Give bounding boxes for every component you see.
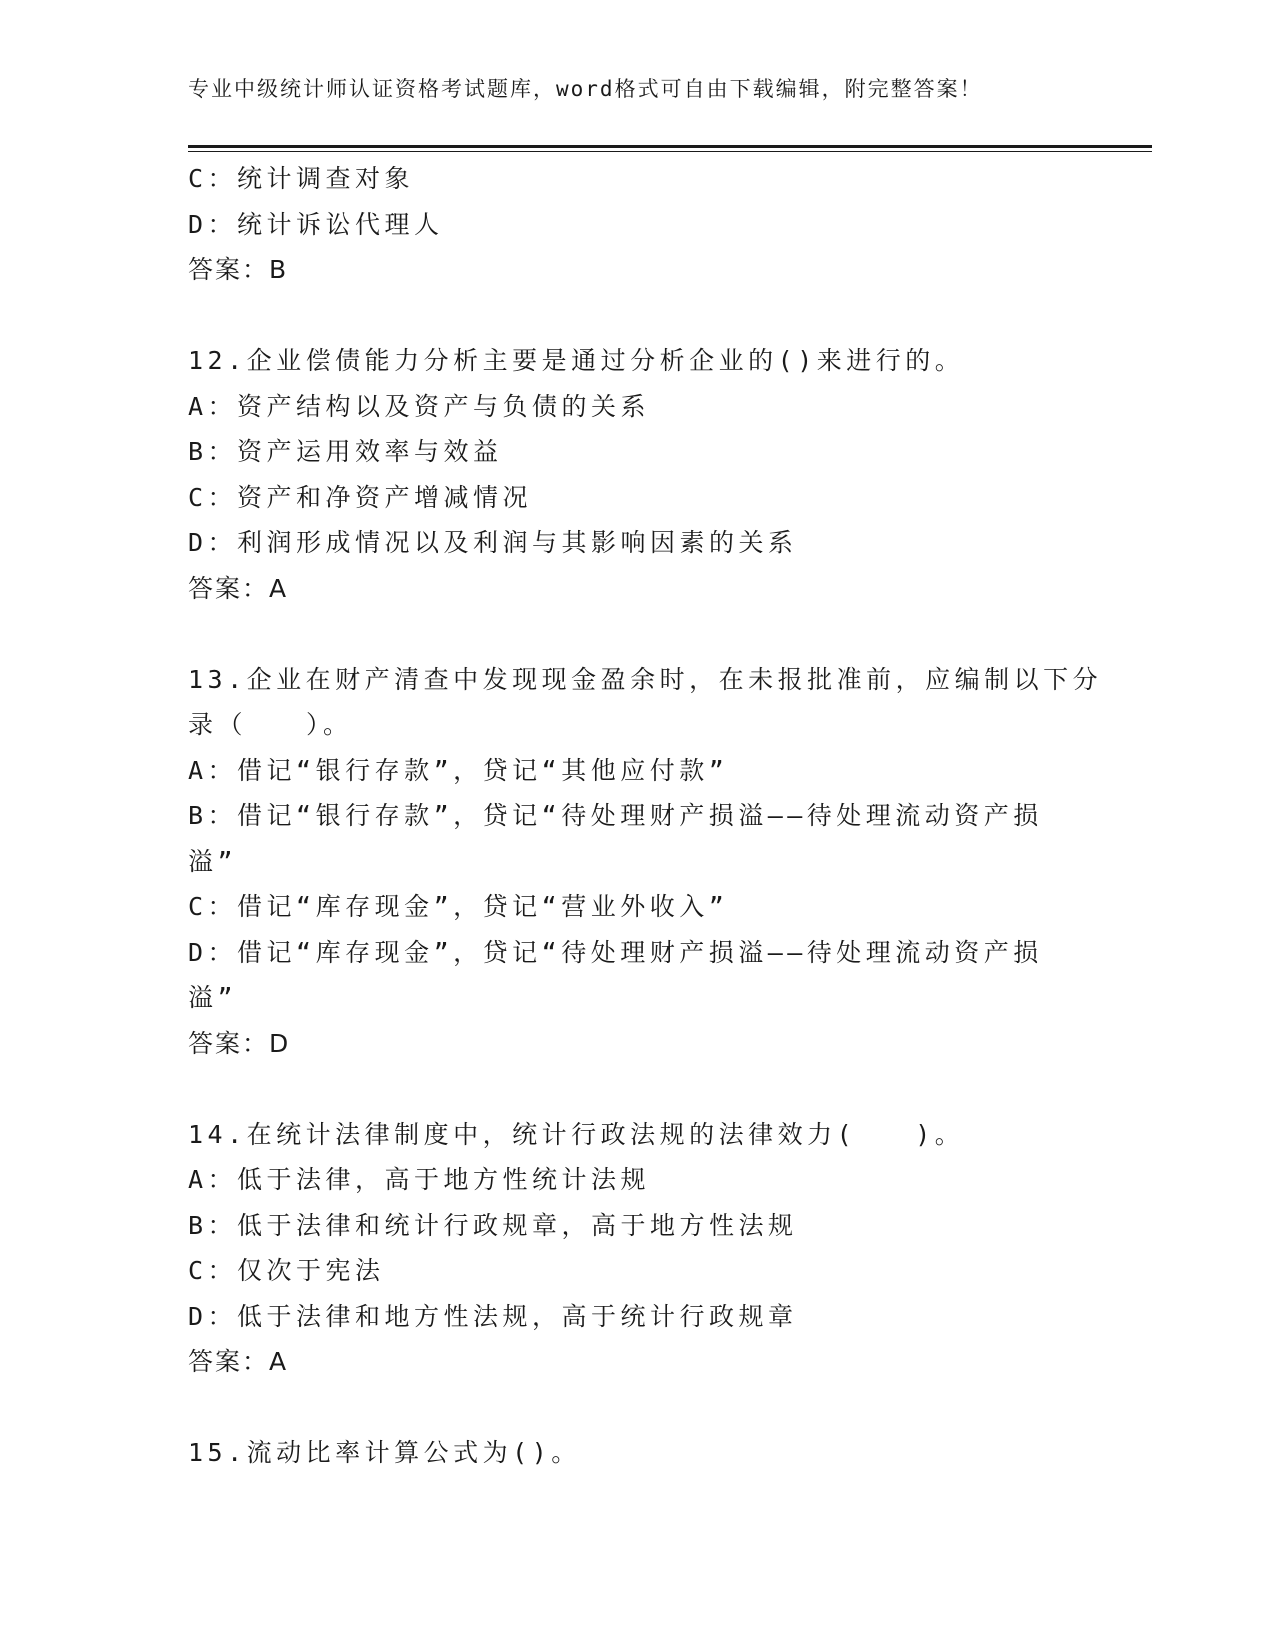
- question-stem-cont: 录（ ）。: [188, 710, 353, 739]
- question-block-13: [188, 657, 1108, 1067]
- answer-line: 答案：B: [188, 255, 289, 284]
- page-header: 专业中级统计师认证资格考试题库，word格式可自由下载编辑，附完整答案！: [188, 77, 983, 101]
- option-b-cont: 溢”: [188, 846, 238, 876]
- question-block-15: [188, 1430, 1108, 1476]
- option-d: D：统计诉讼代理人: [188, 209, 444, 239]
- header-rule-thin: [188, 151, 1152, 152]
- option-d: D：利润形成情况以及利润与其影响因素的关系: [188, 528, 798, 557]
- block-spacer: [188, 293, 1108, 339]
- option-a: A：低于法律，高于地方性统计法规: [188, 1165, 651, 1194]
- answer-line: 答案：A: [188, 1347, 289, 1376]
- question-stem: 13.企业在财产清查中发现现金盈余时，在未报批准前，应编制以下分: [188, 664, 1103, 694]
- option-c: C：借记“库存现金”，贷记“营业外收入”: [188, 892, 729, 921]
- answer-line: 答案：D: [188, 1028, 291, 1058]
- option-c: C：统计调查对象: [188, 164, 415, 193]
- header-rule-thick: [188, 145, 1152, 148]
- option-b: B：低于法律和统计行政规章，高于地方性法规: [188, 1210, 798, 1240]
- question-block-11: [188, 156, 1108, 293]
- question-block-12: [188, 338, 1108, 611]
- answer-line: 答案：A: [188, 573, 289, 603]
- option-d-cont: 溢”: [188, 983, 238, 1012]
- option-d: D：低于法律和地方性法规，高于统计行政规章: [188, 1301, 798, 1331]
- block-spacer: [188, 1385, 1108, 1431]
- block-spacer: [188, 611, 1108, 657]
- option-d: D：借记“库存现金”，贷记“待处理财产损溢——待处理流动资产损: [188, 937, 1043, 967]
- question-stem: 12.企业偿债能力分析主要是通过分析企业的()来进行的。: [188, 346, 965, 375]
- question-block-14: [188, 1112, 1108, 1385]
- question-content: [188, 156, 1108, 1476]
- option-a: A：资产结构以及资产与负债的关系: [188, 391, 651, 421]
- question-stem: 15.流动比率计算公式为()。: [188, 1438, 581, 1467]
- option-b: B：资产运用效率与效益: [188, 437, 503, 466]
- question-stem: 14.在统计法律制度中，统计行政法规的法律效力( )。: [188, 1119, 965, 1149]
- option-a: A：借记“银行存款”，贷记“其他应付款”: [188, 755, 729, 785]
- block-spacer: [188, 1066, 1108, 1112]
- option-b: B：借记“银行存款”，贷记“待处理财产损溢——待处理流动资产损: [188, 801, 1043, 830]
- option-c: C：资产和净资产增减情况: [188, 482, 533, 512]
- option-c: C：仅次于宪法: [188, 1256, 385, 1285]
